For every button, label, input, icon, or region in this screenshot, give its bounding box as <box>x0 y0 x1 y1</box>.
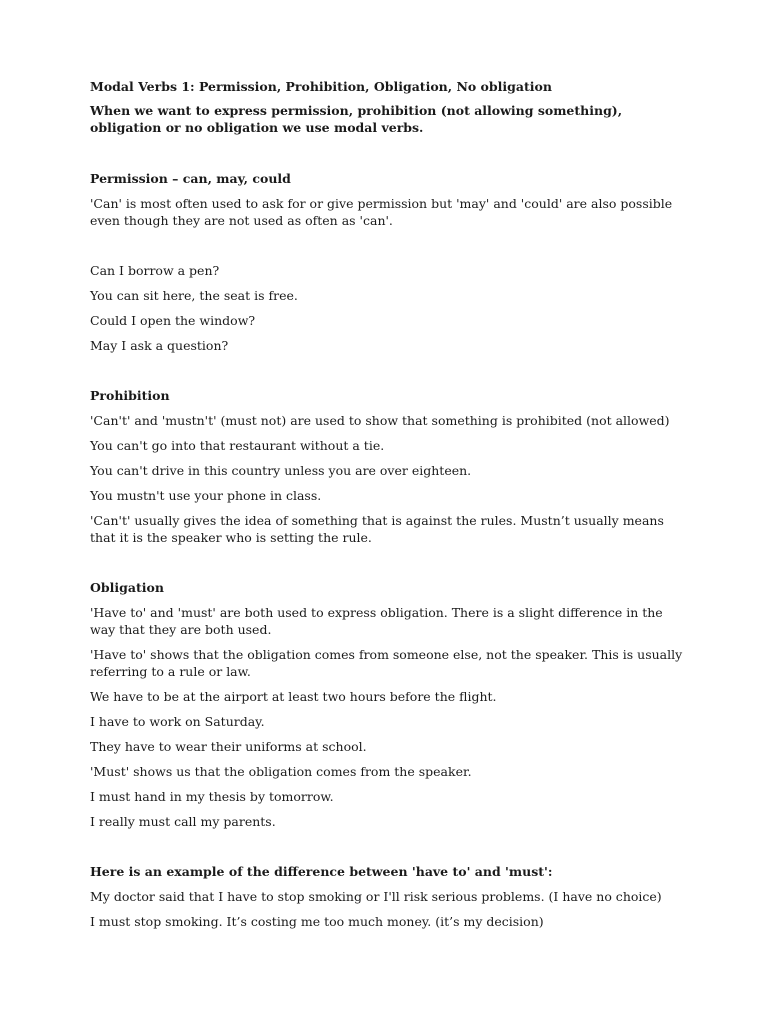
obligation-description: 'Have to' and 'must' are both used to express obligation. There is a slight difference in the way that they are both used. <box>90 605 663 637</box>
example-sentence: They have to wear their uniforms at school. <box>90 739 367 754</box>
section-heading-prohibition: Prohibition <box>90 388 170 403</box>
must-note: 'Must' shows us that the obligation comes from the speaker. <box>90 764 472 779</box>
example-sentence: You can sit here, the seat is free. <box>90 288 298 303</box>
example-sentence: You mustn't use your phone in class. <box>90 488 322 503</box>
example-sentence: I must stop smoking. It’s costing me too much money. (it’s my decision) <box>90 914 544 929</box>
example-sentence: You can't go into that restaurant without a tie. <box>90 438 385 453</box>
have-to-note: 'Have to' shows that the obligation comes from someone else, not the speaker. This is usually referring to a rule or law. <box>90 647 683 679</box>
example-sentence: I really must call my parents. <box>90 814 276 829</box>
prohibition-note: 'Can't' usually gives the idea of something that is against the rules. Mustn’t usually means that it is the speaker who is setting the rule. <box>90 513 664 545</box>
example-sentence: You can't drive in this country unless you are over eighteen. <box>90 463 472 478</box>
example-sentence: My doctor said that I have to stop smoking or I'll risk serious problems. (I have no choice) <box>90 889 662 904</box>
section-heading-permission: Permission – can, may, could <box>90 171 291 186</box>
section-difference <box>90 863 690 930</box>
section-prohibition <box>90 387 690 546</box>
prohibition-description: 'Can't' and 'mustn't' (must not) are used to show that something is prohibited (not allowed) <box>90 413 670 428</box>
example-sentence: I must hand in my thesis by tomorrow. <box>90 789 334 804</box>
document-page <box>90 78 690 938</box>
example-sentence: May I ask a question? <box>90 338 229 353</box>
document-title: Modal Verbs 1: Permission, Prohibition, Obligation, No obligation <box>90 79 552 94</box>
section-heading-difference: Here is an example of the difference between 'have to' and 'must': <box>90 864 553 879</box>
section-permission <box>90 170 690 354</box>
example-sentence: I have to work on Saturday. <box>90 714 265 729</box>
document-intro: When we want to express permission, prohibition (not allowing something), obligation or no obligation we use modal verbs. <box>90 103 623 135</box>
permission-description: 'Can' is most often used to ask for or give permission but 'may' and 'could' are also possible even though they are not used as often as 'can'. <box>90 196 673 228</box>
section-obligation <box>90 579 690 830</box>
example-sentence: Can I borrow a pen? <box>90 263 220 278</box>
section-heading-obligation: Obligation <box>90 580 164 595</box>
example-sentence: Could I open the window? <box>90 313 256 328</box>
example-sentence: We have to be at the airport at least two hours before the flight. <box>90 689 497 704</box>
